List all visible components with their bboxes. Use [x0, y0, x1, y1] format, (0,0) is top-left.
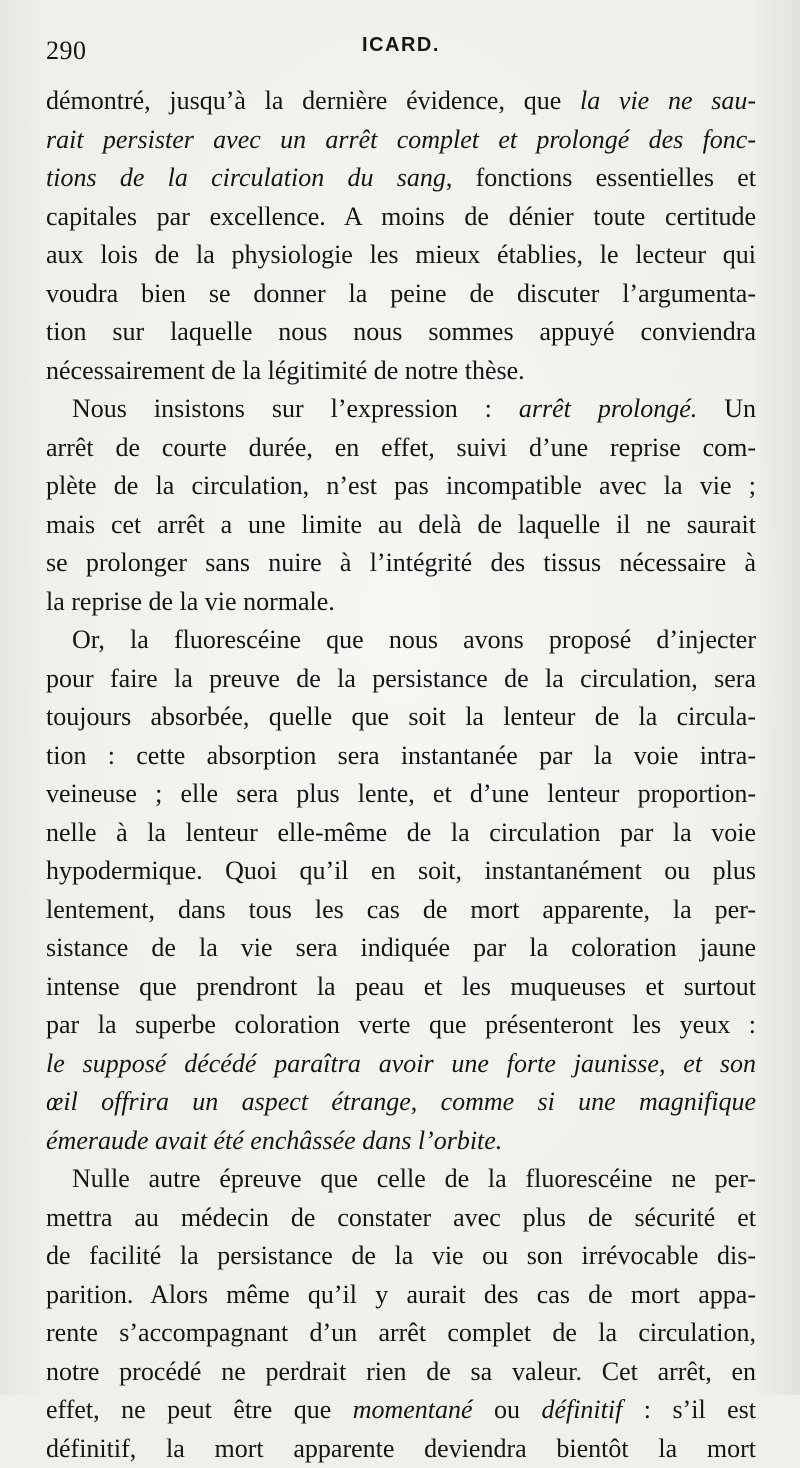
text-line: Nulle autre épreuve que celle de la fluorescéine ne per-	[46, 1160, 756, 1199]
text-line	[46, 159, 756, 198]
text-line: se prolonger sans nuire à l’intégrité des tissus nécessaire à	[46, 544, 756, 583]
text-span: ou	[473, 1395, 542, 1424]
paragraph-2	[46, 390, 756, 621]
text-span: Un	[697, 394, 756, 423]
text-line: Or, la fluorescéine que nous avons proposé d’injecter	[46, 621, 756, 660]
running-title: ICARD.	[46, 34, 756, 57]
paragraph-3	[46, 621, 756, 1160]
text-line: rait persister avec un arrêt complet et prolongé des fonc-	[46, 121, 756, 160]
text-line: notre procédé ne perdrait rien de sa valeur. Cet arrêt, en	[46, 1353, 756, 1392]
text-span: Nous insistons sur l’expression :	[72, 394, 519, 423]
text-line: mais cet arrêt a une limite au delà de laquelle il ne saurait	[46, 506, 756, 545]
text-line: aux lois de la physiologie les mieux établies, le lecteur qui	[46, 236, 756, 275]
text-span: démontré, jusqu’à la dernière évidence, que	[46, 86, 580, 115]
text-line	[46, 1391, 756, 1430]
text-span: effet, ne peut être que	[46, 1395, 353, 1424]
text-line: tion sur laquelle nous nous sommes appuyé conviendra	[46, 313, 756, 352]
italic-span: arrêt prolongé.	[519, 394, 697, 423]
text-line: pour faire la preuve de la persistance de la circulation, sera	[46, 660, 756, 699]
text-line: le supposé décédé paraîtra avoir une forte jaunisse, et son	[46, 1045, 756, 1084]
paragraph-4	[46, 1160, 756, 1468]
text-line: lentement, dans tous les cas de mort apparente, la per-	[46, 891, 756, 930]
text-line: tion : cette absorption sera instantanée par la voie intra-	[46, 737, 756, 776]
text-line: hypodermique. Quoi qu’il en soit, instantanément ou plus	[46, 852, 756, 891]
text-line: mettra au médecin de constater avec plus de sécurité et	[46, 1199, 756, 1238]
text-line: voudra bien se donner la peine de discuter l’argumenta-	[46, 275, 756, 314]
text-line: sistance de la vie sera indiquée par la coloration jaune	[46, 929, 756, 968]
text-line: nelle à la lenteur elle-même de la circulation par la voie	[46, 814, 756, 853]
italic-span: la vie ne sau-	[580, 86, 756, 115]
italic-span: définitif	[541, 1395, 622, 1424]
text-line: par la superbe coloration verte que présenteront les yeux :	[46, 1006, 756, 1045]
text-line: rente s’accompagnant d’un arrêt complet de la circulation,	[46, 1314, 756, 1353]
text-line: nécessairement de la légitimité de notre thèse.	[46, 352, 756, 391]
text-line: de facilité la persistance de la vie ou son irrévocable dis-	[46, 1237, 756, 1276]
text-line: définitif, la mort apparente deviendra bientôt la mort	[46, 1430, 756, 1468]
text-line: émeraude avait été enchâssée dans l’orbite.	[46, 1122, 756, 1161]
text-line: parition. Alors même qu’il y aurait des cas de mort appa-	[46, 1276, 756, 1315]
text-line: toujours absorbée, quelle que soit la lenteur de la circula-	[46, 698, 756, 737]
text-span: : s’il est	[622, 1395, 756, 1424]
text-line: la reprise de la vie normale.	[46, 583, 756, 622]
text-line	[46, 390, 756, 429]
text-line: œil offrira un aspect étrange, comme si une magnifique	[46, 1083, 756, 1122]
text-line: veineuse ; elle sera plus lente, et d’une lenteur proportion-	[46, 775, 756, 814]
italic-span: momentané	[353, 1395, 473, 1424]
text-line: arrêt de courte durée, en effet, suivi d’une reprise com-	[46, 429, 756, 468]
text-line: plète de la circulation, n’est pas incompatible avec la vie ;	[46, 467, 756, 506]
running-head	[46, 34, 756, 76]
text-span: , fonctions essentielles et	[446, 163, 756, 192]
text-line: capitales par excellence. A moins de dénier toute certitude	[46, 198, 756, 237]
page-number: 290	[46, 36, 87, 66]
text-line	[46, 82, 756, 121]
text-line: intense que prendront la peau et les muqueuses et surtout	[46, 968, 756, 1007]
italic-span: tions de la circulation du sang	[46, 163, 446, 192]
paragraph-1	[46, 82, 756, 390]
